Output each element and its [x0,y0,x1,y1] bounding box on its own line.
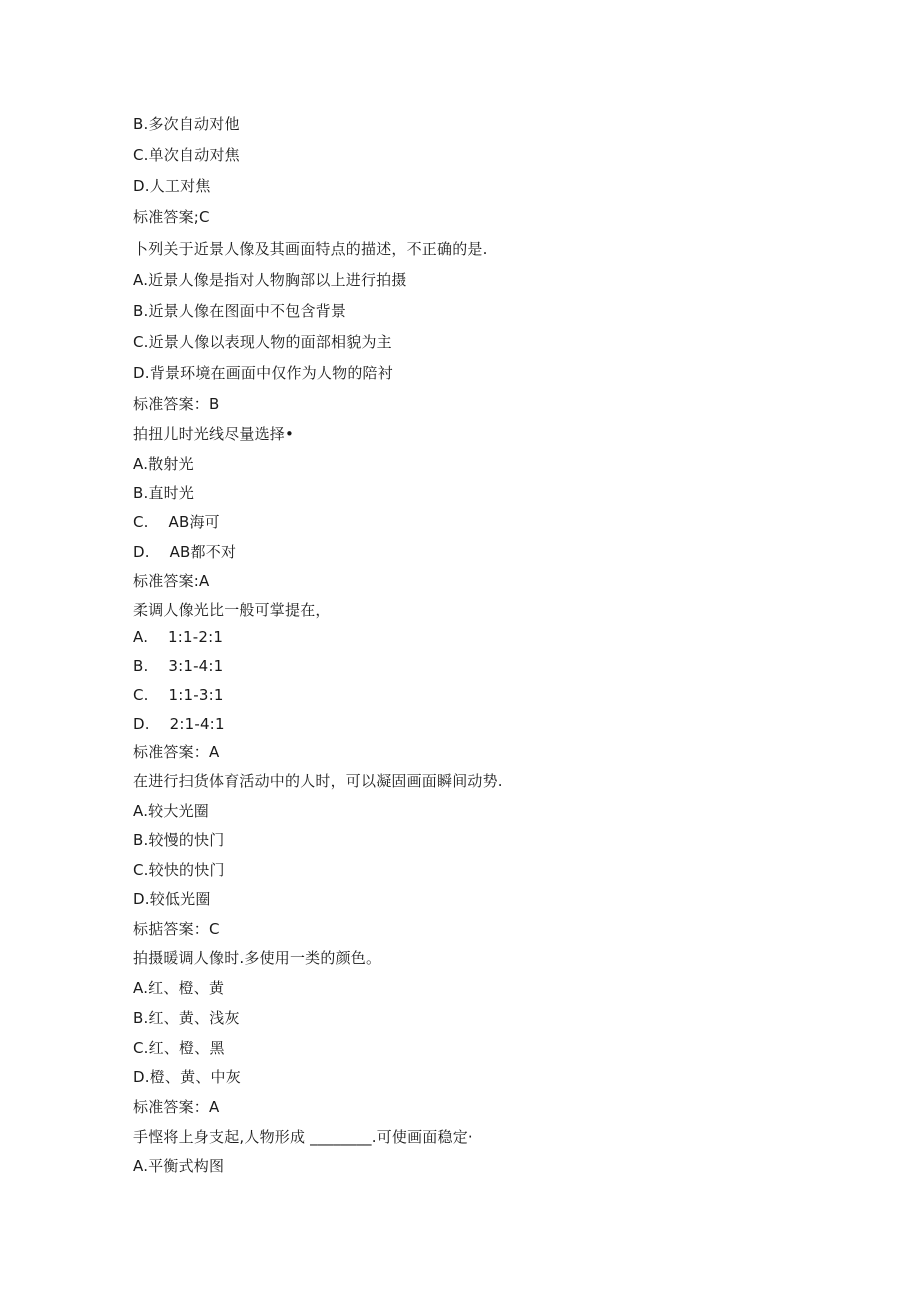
answer-line: 标准答案:A [133,572,210,590]
option-b: B.近景人像在图面中不包含背景 [133,302,347,320]
option-c: C.较快的快门 [133,861,225,879]
question-text: 拍扭儿时光线尽量选择• [133,425,295,443]
option-b: B.直时光 [133,484,195,502]
option-c: C.近景人像以表现人物的面部相貌为主 [133,333,392,351]
question-text: 拍摄暖调人像时.多使用一类的颜色。 [133,949,382,967]
question-text: 在进行扫货体育活动中的人时，可以凝固画面瞬间动势. [133,772,503,790]
option-b: B. 3:1-4:1 [133,657,224,675]
question-text: 手悭将上身支起,人物形成 ________.可使画面稳定· [133,1128,473,1146]
option-c: C. 1:1-3:1 [133,686,224,704]
option-d: D.橙、黄、中灰 [133,1068,241,1086]
option-c: C.红、橙、黑 [133,1039,225,1057]
option-d: D.较低光圈 [133,890,211,908]
option-d: D. 2:1-4:1 [133,715,225,733]
option-c: C. AB海可 [133,513,220,531]
option-b: B.较慢的快门 [133,831,225,849]
option-b: B.红、黄、浅灰 [133,1009,240,1027]
answer-line: 标准答案;C [133,208,210,226]
question-text: 卜列关于近景人像及其画面特点的描述，不正确的是. [133,240,488,258]
answer-line: 标掂答案：C [133,920,220,938]
option-a: A.红、橙、黄 [133,979,225,997]
option-c: C.单次自动对焦 [133,146,240,164]
option-a: A. 1:1-2:1 [133,628,224,646]
option-a: A.平衡式构图 [133,1157,225,1175]
option-d: D.背景环境在画面中仅作为人物的陪衬 [133,364,393,382]
answer-line: 标准答案：A [133,1098,220,1116]
option-a: A.较大光圈 [133,802,209,820]
option-d: D. AB都不对 [133,543,237,561]
option-d: D.人工对焦 [133,177,211,195]
option-a: A.散射光 [133,455,194,473]
option-b: B.多次自动对他 [133,115,240,133]
answer-line: 标准答案：B [133,395,220,413]
option-a: A.近景人像是指对人物胸部以上进行拍摄 [133,271,407,289]
question-text: 柔调人像光比一般可掌提在， [133,601,331,619]
answer-line: 标准答案：A [133,743,220,761]
